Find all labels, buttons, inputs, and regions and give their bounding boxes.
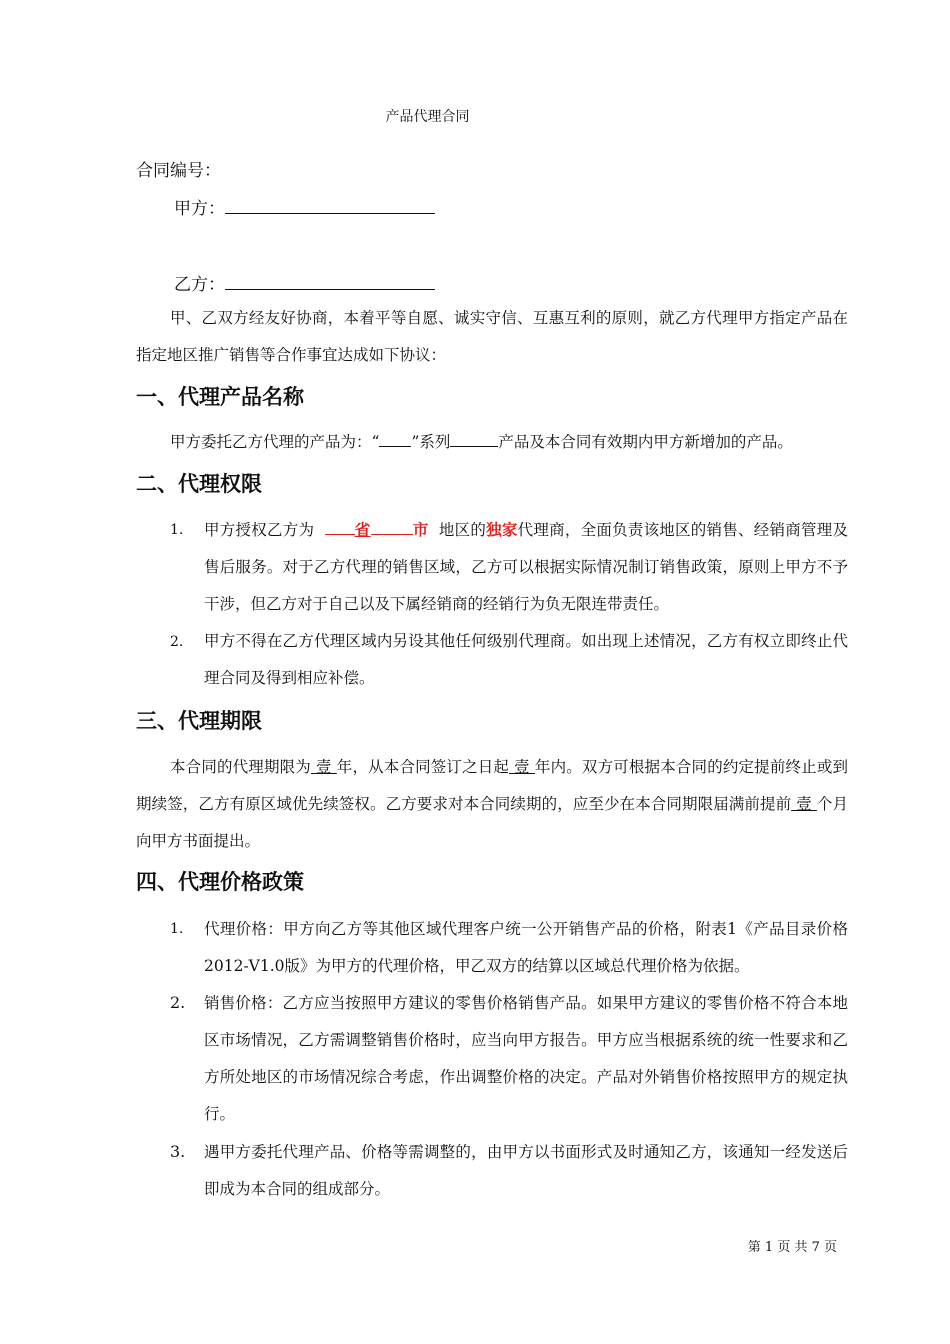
section-1-paragraph	[136, 424, 848, 461]
s2-item1-text	[204, 511, 848, 623]
s4-item3-number: 3.	[170, 1142, 186, 1161]
section-4-heading: 四、代理价格政策	[136, 870, 304, 894]
s2-item1-c: 代理商，全面负责该地区的销售、经销商管理及售后服务。对于乙方代理的销售区域，乙方可以根据实际情况制订销售政策，原则上甲方不予干涉，但乙方对于自己以及下属经销商的经销行为负无限连带责任。	[204, 521, 848, 613]
s3-c: 年内。双方可根据本合同的约定提前终止或到期续签，乙方有原区域优先续签权。乙方要求对本合同续期的，应至少在本合同期限届满前提前	[136, 758, 848, 813]
exclusive-label: 独家	[486, 520, 518, 539]
s2-item1-number: 1.	[170, 522, 184, 538]
party-b-label: 乙方：	[174, 275, 225, 295]
s2-item1-b: 地区的	[438, 521, 487, 539]
s4-item1-number: 1.	[170, 921, 184, 937]
term-years-value-2: 壹	[509, 758, 535, 776]
city-label: 市	[412, 520, 429, 539]
province-label: 省	[354, 520, 371, 539]
document-title: 产品代理合同	[385, 109, 470, 125]
city-blank	[371, 533, 413, 535]
s4-item3-text: 遇甲方委托代理产品、价格等需调整的，由甲方以书面形式及时通知乙方，该通知一经发送后即成为本合同的组成部分。	[204, 1143, 848, 1198]
s3-b: 年，从本合同签订之日起	[336, 758, 510, 776]
section-3-paragraph	[136, 749, 848, 860]
s1-text-c: 产品及本合同有效期内甲方新增加的产品。	[498, 433, 793, 451]
s1-blank-product	[450, 445, 498, 447]
section-3-heading: 三、代理期限	[136, 709, 262, 733]
page-number-footer: 第 1 页 共 7 页	[747, 1240, 837, 1255]
section-2-heading: 二、代理权限	[136, 472, 262, 496]
s3-d: 个月向甲方书面提出。	[136, 795, 848, 850]
contract-number-label: 合同编号：	[136, 161, 221, 181]
s4-item2-number: 2.	[170, 993, 186, 1012]
s2-item2-text: 甲方不得在乙方代理区域内另设其他任何级别代理商。如出现上述情况，乙方有权立即终止代理合同及得到相应补偿。	[204, 632, 848, 687]
party-a-label: 甲方：	[174, 199, 225, 219]
notice-months-value: 壹	[791, 795, 817, 813]
s4-item1-text: 代理价格：甲方向乙方等其他区域代理客户统一公开销售产品的价格，附表1《产品目录价格 2012-V1.0版》为甲方的代理价格，甲乙双方的结算以区域总代理价格为依据。	[204, 920, 848, 975]
s3-a: 本合同的代理期限为	[170, 758, 311, 776]
party-a-line	[174, 194, 435, 219]
s2-item1-a: 甲方授权乙方为	[204, 521, 315, 539]
s1-text-b: ”系列	[411, 433, 451, 451]
intro-paragraph: 甲、乙双方经友好协商，本着平等自愿、诚实守信、互惠互利的原则，就乙方代理甲方指定产品在指定地区推广销售等合作事宜达成如下协议：	[136, 309, 848, 364]
s2-item2-number: 2.	[170, 634, 184, 650]
s1-blank-series	[379, 445, 411, 447]
province-blank	[325, 533, 355, 535]
party-b-line	[174, 270, 435, 295]
section-1-heading: 一、代理产品名称	[136, 385, 304, 409]
s4-item2-text: 销售价格：乙方应当按照甲方建议的零售价格销售产品。如果甲方建议的零售价格不符合本地区市场情况，乙方需调整销售价格时，应当向甲方报告。甲方应当根据系统的统一性要求和乙方所处地区的市场情况综合考虑，作出调整价格的决定。产品对外销售价格按照甲方的规定执行。	[204, 994, 848, 1123]
party-a-blank	[225, 212, 435, 214]
s1-text-a: 甲方委托乙方代理的产品为：“	[170, 433, 380, 451]
party-b-blank	[225, 288, 435, 290]
term-years-value: 壹	[310, 758, 337, 776]
